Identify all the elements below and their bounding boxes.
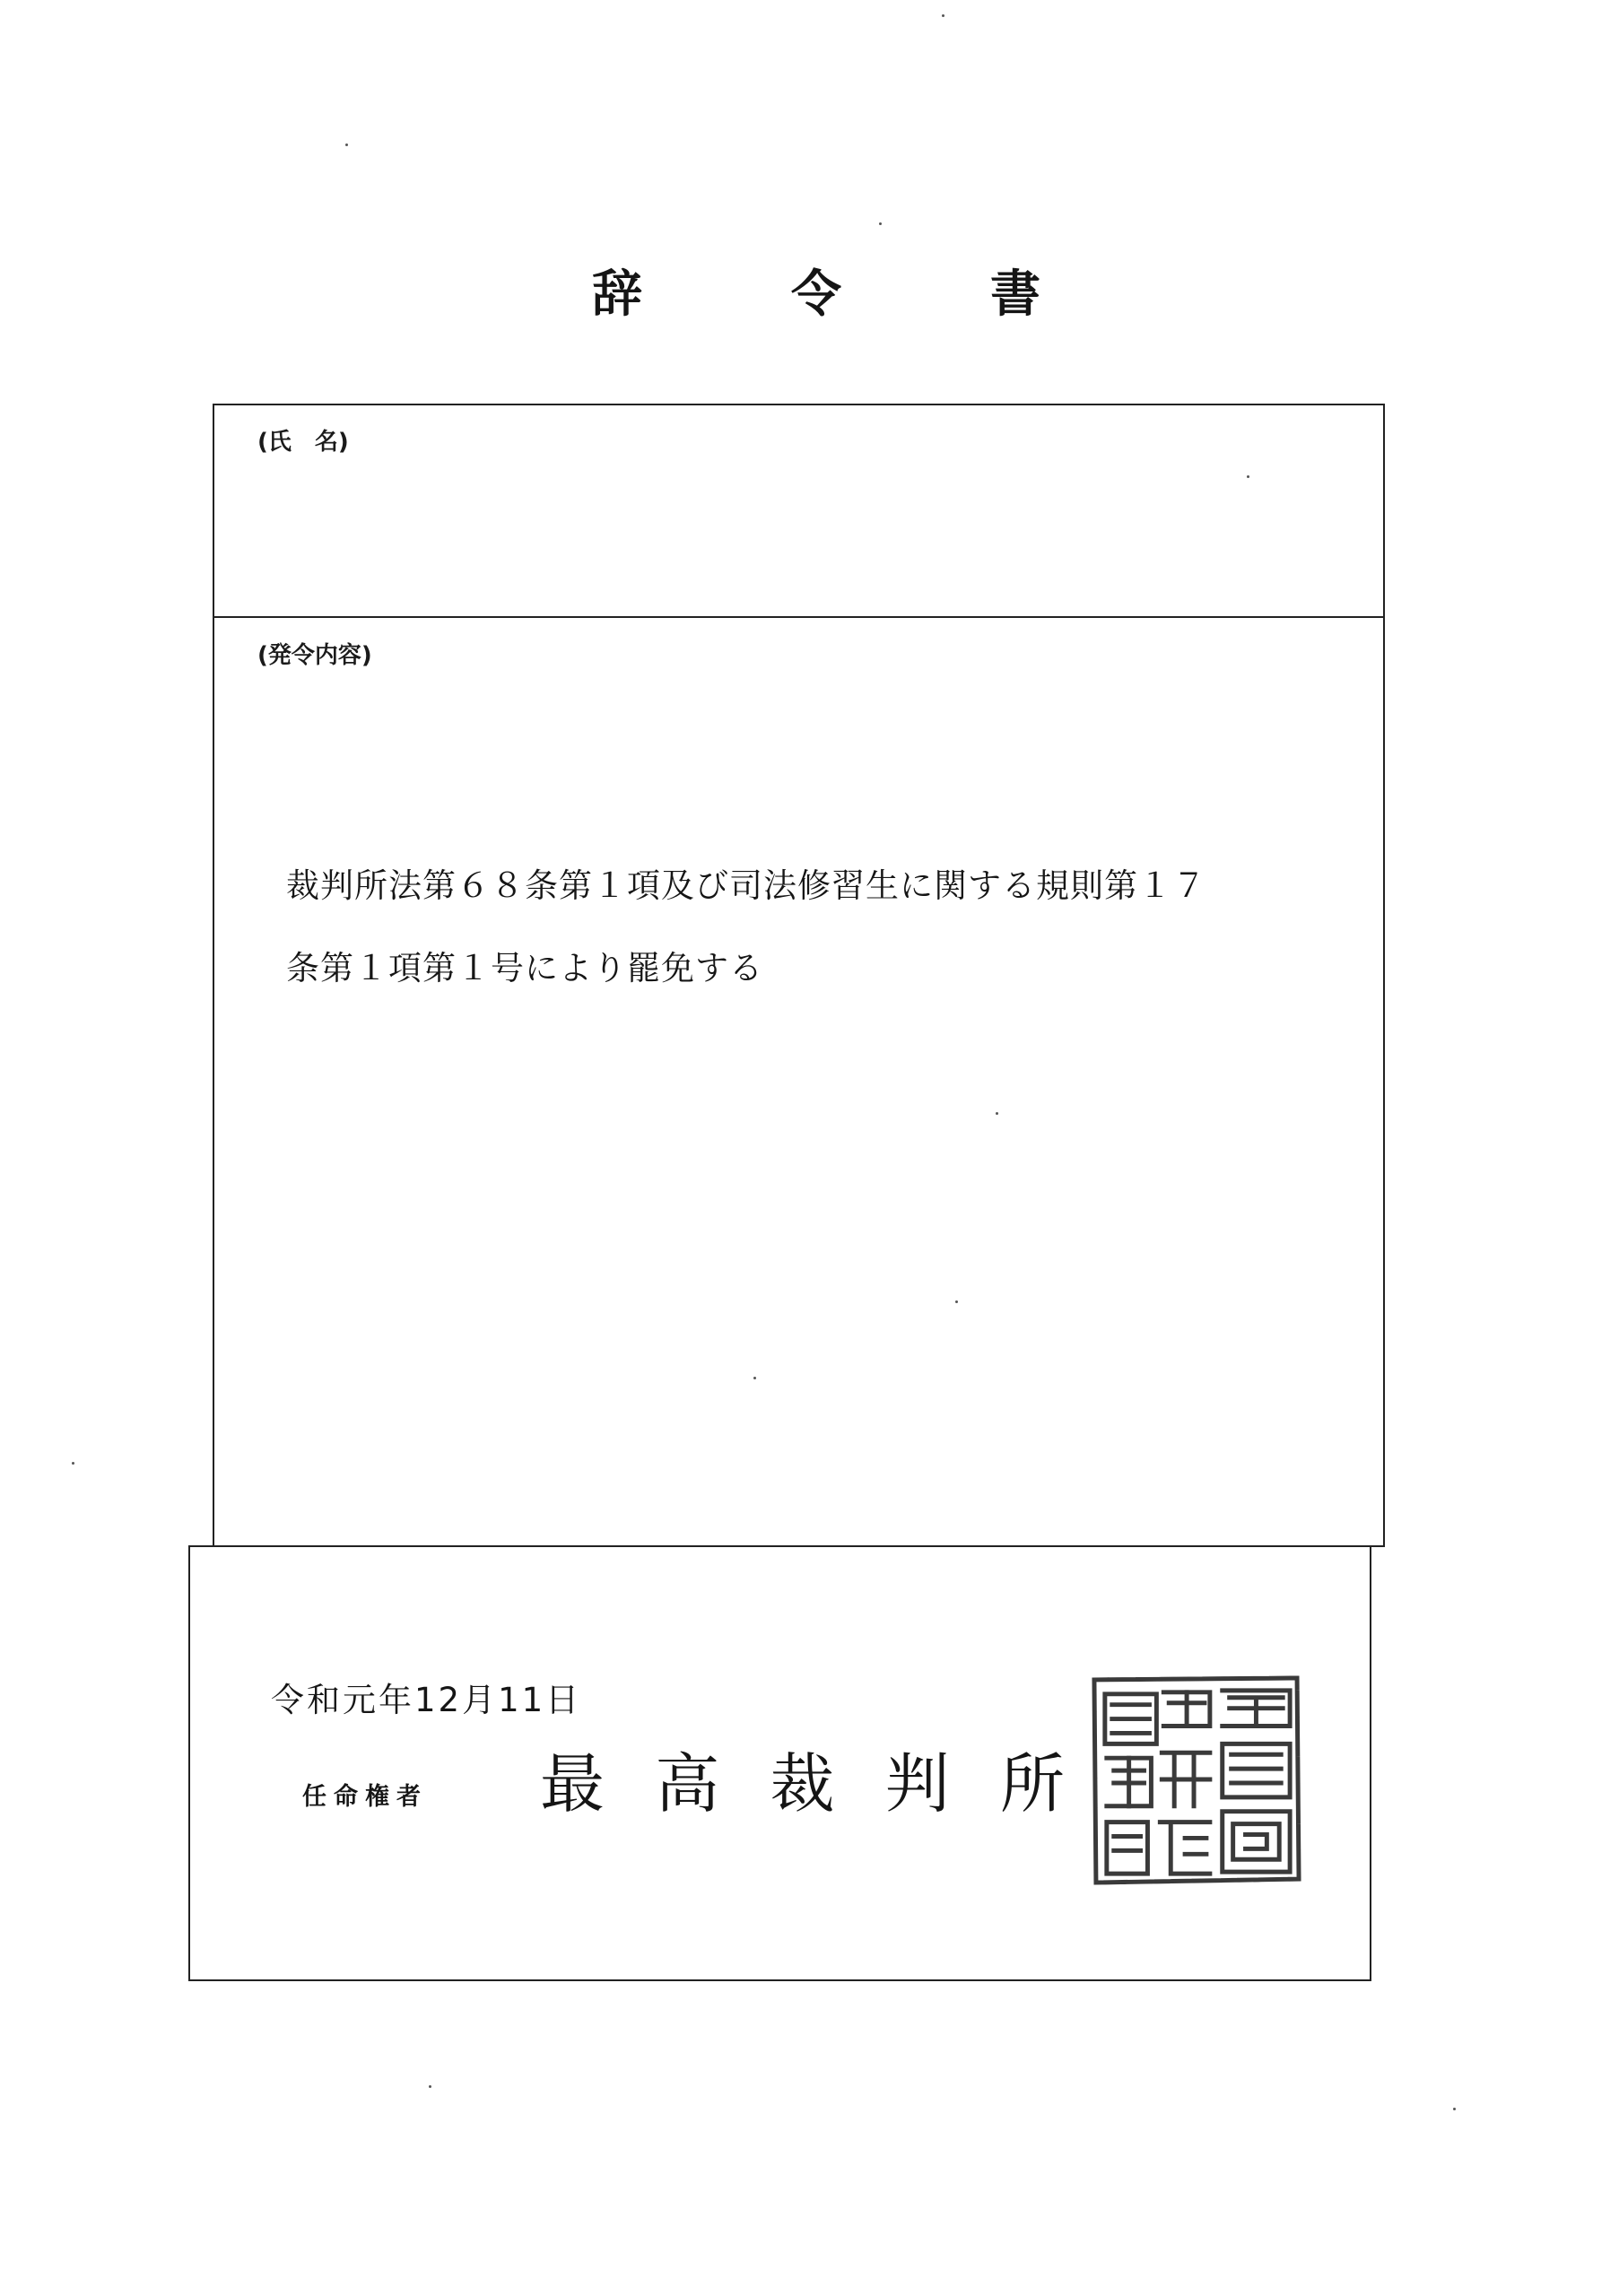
appointer-name [540,1746,1065,1822]
lower-frame [188,1545,1371,1981]
scan-speck [429,2085,431,2088]
scan-speck [879,222,882,225]
appointer-char-4: 判 [884,1746,950,1822]
title-char-2: 令 [791,264,841,324]
appointer-char-1: 最 [540,1746,605,1822]
court-seal-icon [1089,1673,1302,1886]
scan-speck [955,1300,958,1303]
scan-speck [1247,475,1249,478]
title-char-3: 書 [990,264,1040,324]
issue-date: 令和元年12月11日 [271,1681,582,1719]
scan-speck [996,1112,998,1115]
scan-speck [753,1377,756,1379]
order-line-2: 条第１項第１号により罷免する [286,949,763,987]
content-section-label: (発令内容) [257,642,372,669]
appointer-char-2: 高 [655,1746,720,1822]
section-divider [214,616,1383,618]
scan-speck [72,1462,74,1465]
scan-speck [345,144,348,146]
scan-speck [942,14,944,17]
order-line-1: 裁判所法第６８条第１項及び司法修習生に関する規則第１７ [286,866,1206,905]
appointer-char-3: 裁 [770,1746,835,1822]
scan-speck [1453,2108,1456,2110]
upper-frame [213,404,1385,1547]
name-section-label: (氏 名) [257,429,349,456]
appointer-char-5: 所 [999,1746,1065,1822]
order-content [286,845,1327,1010]
title-char-1: 辞 [592,264,642,324]
appointer-label: 任命権者 [302,1783,428,1811]
document-title [592,264,1040,324]
